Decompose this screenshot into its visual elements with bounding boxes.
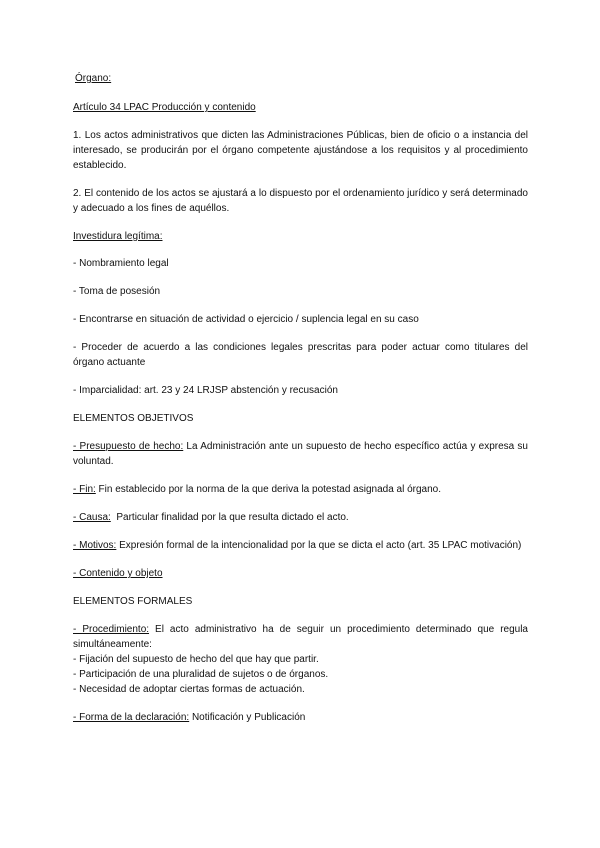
presupuesto-text: La Administración ante un supuesto de hecho específico actúa y expresa su voluntad. <box>73 441 528 467</box>
fin-item <box>73 482 528 497</box>
motivos-text: Expresión formal de la intencionalidad por la que se dicta el acto (art. 35 LPAC motivación) <box>116 540 522 551</box>
investidura-item: - Nombramiento legal <box>73 258 169 269</box>
presupuesto-item <box>73 439 528 469</box>
procedimiento-subitem: - Participación de una pluralidad de sujetos o de órganos. <box>73 669 329 680</box>
procedimiento-text: El acto administrativo ha de seguir un procedimiento determinado que regula simultáneamente: <box>73 624 528 650</box>
fin-label: - Fin: <box>73 484 96 495</box>
investidura-heading: Investidura legítima: <box>73 231 163 242</box>
causa-item <box>73 510 528 525</box>
formales-heading: ELEMENTOS FORMALES <box>73 596 193 607</box>
contenido-item <box>73 566 528 581</box>
investidura-item: - Proceder de acuerdo a las condiciones legales prescritas para poder actuar como titulares del órgano actuante <box>73 342 528 368</box>
procedimiento-item <box>73 622 528 652</box>
fin-text: Fin establecido por la norma de la que deriva la potestad asignada al órgano. <box>95 484 442 495</box>
investidura-item: - Encontrarse en situación de actividad o ejercicio / suplencia legal en su caso <box>73 314 419 325</box>
forma-item <box>73 710 528 725</box>
investidura-item: - Imparcialidad: art. 23 y 24 LRJSP abstención y recusación <box>73 385 338 396</box>
procedimiento-subitem: - Fijación del supuesto de hecho del que hay que partir. <box>73 654 319 665</box>
motivos-item <box>73 538 528 553</box>
objetivos-heading: ELEMENTOS OBJETIVOS <box>73 413 194 424</box>
forma-text: Notificación y Publicación <box>189 712 306 723</box>
presupuesto-label: - Presupuesto de hecho: <box>73 441 184 452</box>
organo-heading: Órgano: <box>75 73 112 84</box>
paragraph-1: 1. Los actos administrativos que dicten las Administraciones Públicas, bien de oficio o a instancia del interesado, se producirán por el órgano competente ajustándose a los requisitos y al procedimiento establecido. <box>73 130 528 171</box>
procedimiento-subitem: - Necesidad de adoptar ciertas formas de actuación. <box>73 684 305 695</box>
investidura-item: - Toma de posesión <box>73 286 161 297</box>
article-heading: Artículo 34 LPAC Producción y contenido <box>73 102 256 113</box>
contenido-label: - Contenido y objeto <box>73 568 163 579</box>
forma-label: - Forma de la declaración: <box>73 712 190 723</box>
motivos-label: - Motivos: <box>73 540 117 551</box>
procedimiento-label: - Procedimiento: <box>73 624 150 635</box>
document-content <box>73 71 528 725</box>
causa-text: Particular finalidad por la que resulta dictado el acto. <box>110 512 349 523</box>
paragraph-2: 2. El contenido de los actos se ajustará a lo dispuesto por el ordenamiento jurídico y será determinado y adecuado a los fines de aquéllos. <box>73 188 528 214</box>
causa-label: - Causa: <box>73 512 111 523</box>
